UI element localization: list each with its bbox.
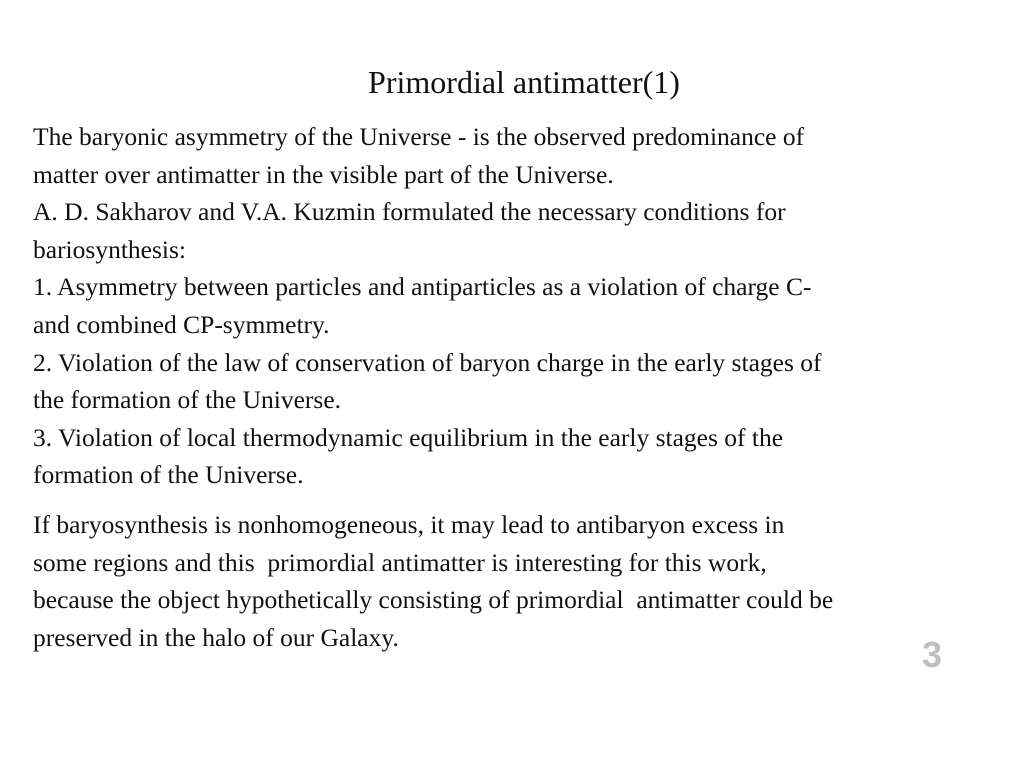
paragraph-definition-and-conditions <box>33 118 1018 494</box>
text-line: preserved in the halo of our Galaxy. <box>33 622 399 652</box>
paragraph-spacer <box>33 494 1018 506</box>
text-line: the formation of the Universe. <box>33 385 342 415</box>
text-line: If baryosynthesis is nonhomogeneous, it may lead to antibaryon excess in <box>33 509 785 539</box>
text-line: and combined CP-symmetry. <box>33 309 330 339</box>
text-line: 1. Asymmetry between particles and antiparticles as a violation of charge C- <box>33 272 812 302</box>
text-line: The baryonic asymmetry of the Universe - is the observed predominance of <box>33 122 805 151</box>
text-line: formation of the Universe. <box>33 460 304 490</box>
slide-title: Primordial antimatter(1) <box>368 64 680 100</box>
text-line: some regions and this primordial antimatter is interesting for this work, <box>33 547 767 577</box>
slide-body <box>33 118 1018 656</box>
text-line: A. D. Sakharov and V.A. Kuzmin formulated the necessary conditions for <box>33 197 786 227</box>
page-number: 3 <box>922 634 943 675</box>
text-line: bariosynthesis: <box>33 234 186 264</box>
text-line: 2. Violation of the law of conservation of baryon charge in the early stages of <box>33 347 822 377</box>
text-line: because the object hypothetically consisting of primordial antimatter could be <box>33 585 834 615</box>
text-line: 3. Violation of local thermodynamic equilibrium in the early stages of the <box>33 422 784 452</box>
text-line: matter over antimatter in the visible part of the Universe. <box>33 159 614 189</box>
paragraph-nonhomogeneous-baryosynthesis <box>33 506 1018 656</box>
